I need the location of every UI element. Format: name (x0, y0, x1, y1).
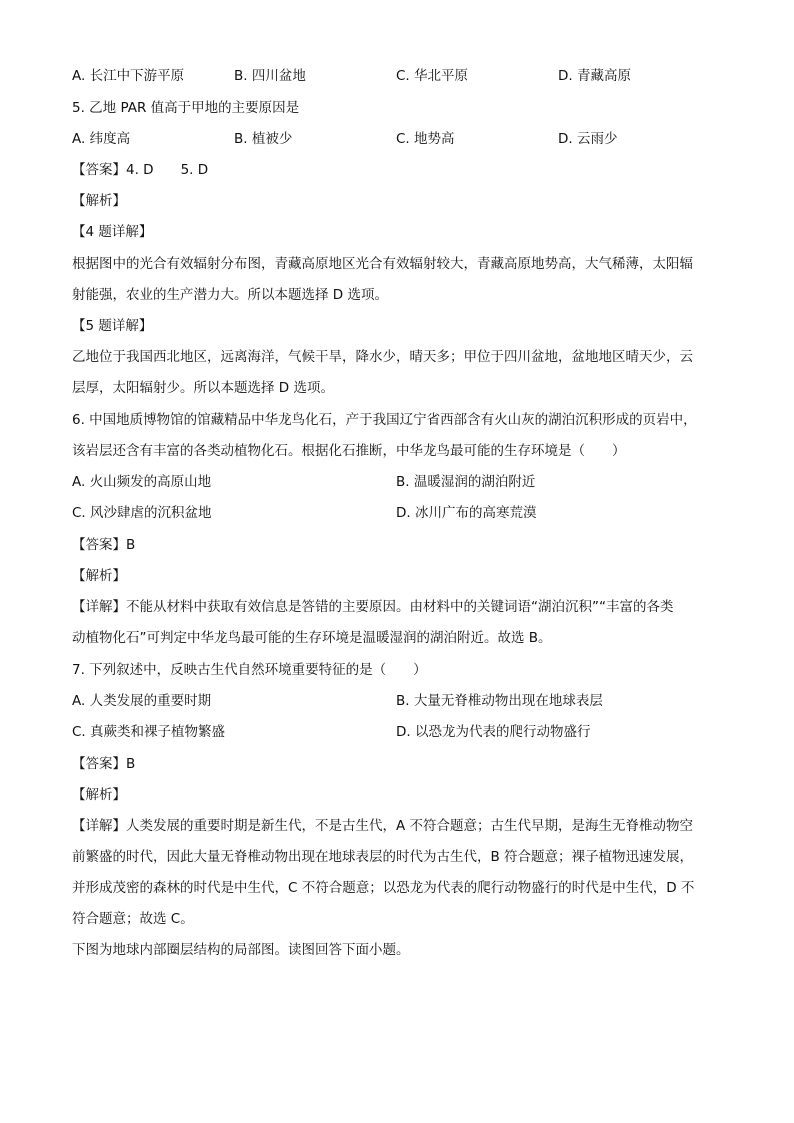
q4-option-d: D. 青藏高原 (558, 68, 631, 84)
q4-detail-line-2: 射能强，农业的生产潜力大。所以本题选择 D 选项。 (72, 287, 388, 303)
q4-option-b: B. 四川盆地 (234, 68, 306, 84)
q7-option-c: C. 真蕨类和裸子植物繁盛 (72, 724, 226, 740)
q5-detail-line-1: 乙地位于我国西北地区，远离海洋，气候干旱，降水少，晴天多；甲位于四川盆地，盆地地区晴天少，云 (72, 349, 693, 365)
q6-stem-line-2: 该岩层还含有丰富的各类动植物化石。根据化石推断，中华龙鸟最可能的生存环境是（ ） (72, 443, 626, 459)
q5-detail-line-2: 层厚，太阳辐射少。所以本题选择 D 选项。 (72, 380, 334, 396)
q6-option-b: B. 温暖湿润的湖泊附近 (396, 474, 536, 490)
q5-option-c: C. 地势高 (396, 131, 455, 147)
q7-option-d: D. 以恐龙为代表的爬行动物盛行 (396, 724, 591, 740)
q5-stem: 5. 乙地 PAR 值高于甲地的主要原因是 (72, 100, 300, 116)
q6-detail-line-2: 动植物化石”可判定中华龙鸟最可能的生存环境是温暖湿润的湖泊附近。故选 B。 (72, 630, 552, 646)
q7-option-b: B. 大量无脊椎动物出现在地球表层 (396, 693, 603, 709)
q4-detail-line-1: 根据图中的光合有效辐射分布图，青藏高原地区光合有效辐射较大，青藏高原地势高，大气稀薄，太阳辐 (72, 256, 693, 272)
q4-option-c: C. 华北平原 (396, 68, 469, 84)
q7-stem: 7. 下列叙述中，反映古生代自然环境重要特征的是（ ） (72, 662, 427, 678)
q7-detail-line-1: 【详解】人类发展的重要时期是新生代，不是古生代，A 不符合题意；古生代早期，是海生无脊椎动物空 (72, 818, 694, 834)
q7-option-a: A. 人类发展的重要时期 (72, 693, 212, 709)
q5-option-a: A. 纬度高 (72, 131, 131, 147)
q5-option-b: B. 植被少 (234, 131, 293, 147)
next-section-intro: 下图为地球内部圈层结构的局部图。读图回答下面小题。 (72, 942, 410, 958)
answer-4-5: 【答案】4. D 5. D (72, 162, 209, 178)
q7-detail-line-2: 前繁盛的时代，因此大量无脊椎动物出现在地球表层的时代为古生代，B 符合题意；裸子植物迅速发展， (72, 849, 694, 865)
q4-option-a: A. 长江中下游平原 (72, 68, 185, 84)
q7-detail-line-3: 并形成茂密的森林的时代是中生代，C 不符合题意；以恐龙为代表的爬行动物盛行的时代是中生代，D 不 (72, 880, 695, 896)
q5-detail-label: 【5 题详解】 (72, 318, 153, 334)
q6-option-a: A. 火山频发的高原山地 (72, 474, 212, 490)
q6-answer: 【答案】B (72, 537, 136, 553)
q6-detail-line-1: 【详解】不能从材料中获取有效信息是答错的主要原因。由材料中的关键词语“湖泊沉积”“丰富的各类 (72, 599, 674, 615)
q6-stem-line-1: 6. 中国地质博物馆的馆藏精品中华龙鸟化石，产于我国辽宁省西部含有火山灰的湖泊沉积形成的页岩中， (72, 412, 697, 428)
analysis-label: 【解析】 (72, 193, 126, 209)
q5-option-d: D. 云雨少 (558, 131, 618, 147)
q4-detail-label: 【4 题详解】 (72, 224, 153, 240)
q7-analysis-label: 【解析】 (72, 787, 126, 803)
q6-analysis-label: 【解析】 (72, 568, 126, 584)
q7-detail-line-4: 符合题意；故选 C。 (72, 911, 194, 927)
q7-answer: 【答案】B (72, 756, 136, 772)
q6-option-d: D. 冰川广布的高寒荒漠 (396, 505, 537, 521)
q6-option-c: C. 风沙肆虐的沉积盆地 (72, 505, 212, 521)
